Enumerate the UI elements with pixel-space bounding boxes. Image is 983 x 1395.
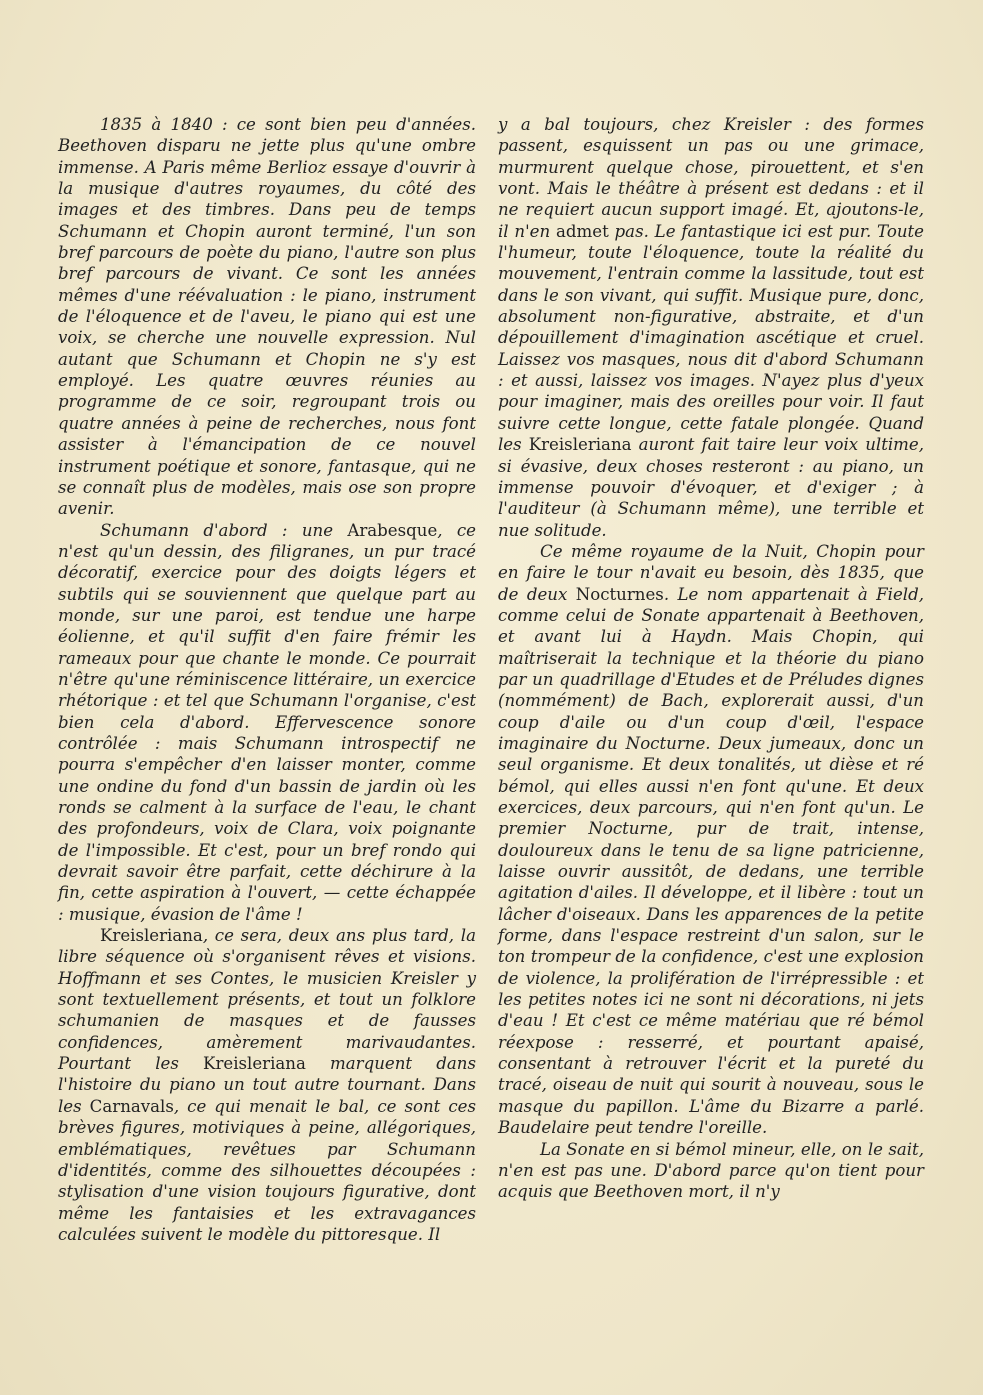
work-title-kreisleriana: Kreisleriana: [100, 926, 203, 946]
paragraph-nocturnes: [498, 541, 924, 1139]
emphasis-admet: admet: [556, 221, 609, 241]
paragraph-text: 1835 à 1840 : ce sont bien peu d'années. Beethoven disparu ne jette plus qu'une ombre immense. A Paris même Berlioz essaye d'ouvrir à la musique d'autres royaumes, du côté des images et des timbres. Dans peu de temps Schumann et Chopin auront terminé, l'un son bref parcours de poète du piano, l'autre son plus bref parcours de vivant. Ce sont les années mêmes d'une réévaluation : le piano, instrument de l'éloquence et de l'aveu, le piano qui est une voix, se cherche une nouvelle expression. Nul autant que Schumann et Chopin ne s'y est employé. Les quatre œuvres réunies au programme de ce soir, regroupant trois ou quatre années à peine de recherches, nous font assister à l'émancipation de ce nouvel instrument poétique et sonore, fantasque, qui ne se connaît plus de modèles, mais ose son propre avenir.: [58, 115, 476, 519]
paragraph-text: , ce n'est qu'un dessin, des filigranes, un pur tracé décoratif, exercice pour des doigts légers et subtils qui se souviennent que quelque part au monde, sur une paroi, est tendue une harpe éolienne, et qu'il suffit d'en faire frémir les rameaux pour que chante le monde. Ce pourrait n'être qu'une réminiscence littéraire, un exercice rhétorique : et tel que Schumann l'organise, c'est bien cela d'abord. Effervescence sonore contrôlée : mais Schumann introspectif ne pourra s'empêcher d'en laisser monter, comme une ondine du fond d'un bassin de jardin où les ronds se calment à la surface de l'eau, le chant des profondeurs, voix de Clara, voix poignante de l'impossible. Et c'est, pour un bref rondo qui devrait savoir être parfait, cette déchirure à la fin, cette aspiration à l'ouvert, — cette échappée : musique, évasion de l'âme !: [58, 520, 476, 924]
left-text-column: [58, 114, 476, 1245]
paragraph-sonate: [498, 1139, 924, 1203]
work-title-kreisleriana: Kreisleriana: [528, 435, 632, 455]
paragraph-text: auront fait taire leur voix ultime, si évasive, deux choses resteront : au piano, un immense pouvoir d'évoquer, et d'exiger ; à l'auditeur (à Schumann même), une terrible et nue solitude.: [498, 435, 924, 540]
paragraph-text: Ce même royaume de la Nuit, Chopin pour en faire le tour n'avait eu besoin, dès 1835, que de deux: [498, 541, 924, 604]
right-text-column: [498, 114, 924, 1203]
paragraph-text: marquent dans l'histoire du piano un tout autre tournant. Dans les: [58, 1054, 476, 1116]
paragraph-text: La Sonate en si bémol mineur, elle, on le sait, n'en est pas une. D'abord parce qu'on tient pour acquis que Beethoven mort, il n'y: [498, 1139, 924, 1202]
paragraph-kreisleriana: [58, 925, 476, 1245]
paragraph-text: , ce sera, deux ans plus tard, la libre séquence où s'organisent rêves et visions. Hoffmann et ses Contes, le musicien Kreisler y sont textuellement présents, et tout un folklore schumanien de masques et de fausses confidences, amèrement marivaudantes. Pourtant les: [58, 926, 476, 1074]
work-title-arabesque: Arabesque: [347, 520, 438, 540]
paragraph-kreisler-continued: [498, 114, 924, 541]
paragraph-intro: [58, 114, 476, 520]
paragraph-text: . Le nom appartenait à Field, comme celui de Sonate appartenait à Beethoven, et avant lui à Haydn. Mais Chopin, qui maîtriserait la technique et la théorie du piano par un quadrillage d'Etudes et de Préludes dignes (nommément) de Bach, explorerait aussi, d'un coup d'aile ou d'un coup d'œil, l'espace imaginaire du Nocturne. Deux jumeaux, donc un seul organisme. Et deux tonalités, ut dièse et ré bémol, qui elles aussi n'en font qu'une. Et deux exercices, deux parcours, qui n'en font qu'un. Le premier Nocturne, pur de trait, intense, douloureux dans le tenu de sa ligne patricienne, laisse ouvrir aussitôt, de dedans, une terrible agitation d'ailes. Il développe, et il libère : tout un lâcher d'oiseaux. Dans les apparences de la petite forme, dans l'espace restreint d'un salon, sur le ton trompeur de la confidence, c'est une explosion de violence, la prolifération de l'irrépressible : et les petites notes ici ne sont ni décorations, ni jets d'eau ! Et c'est ce même matériau que ré bémol réexpose : resserré, et pourtant apaisé, consentant à retrouver l'écrit et la pureté du tracé, oiseau de nuit qui sourit à nouveau, sous le masque du papillon. L'âme du Bizarre a parlé. Baudelaire peut tendre l'oreille.: [498, 584, 924, 1138]
paragraph-text: Schumann d'abord : une: [100, 520, 348, 540]
paragraph-text: pas. Le fantastique ici est pur. Toute l'humeur, toute l'éloquence, toute la réalité du mouvement, l'entrain comme la lassitude, tout est dans le son vivant, qui suffit. Musique pure, donc, absolument non-figurative, abstraite, et d'un dépouillement d'imagination ascétique et cruel. Laissez vos masques, nous dit d'abord Schumann : et aussi, laissez vos images. N'ayez plus d'yeux pour imaginer, mais des oreilles pour voir. Il faut suivre cette longue, cette fatale plongée. Quand les: [498, 221, 925, 455]
work-title-carnavals: Carnavals: [89, 1096, 174, 1116]
paragraph-text: , ce qui menait le bal, ce sont ces brèves figures, motiviques à peine, allégoriques, emblématiques, revêtues par Schumann d'identités, comme des silhouettes découpées : stylisation d'une vision toujours figurative, dont même les fantaisies et les extravagances calculées suivent le modèle du pittoresque. Il: [58, 1096, 476, 1244]
paragraph-text: y a bal toujours, chez Kreisler : des formes passent, esquissent un pas ou une grimace, murmurent quelque chose, pirouettent, et s'en vont. Mais le théâtre à présent est dedans : et il ne requiert aucun support imagé. Et, ajoutons-le, il n'en: [498, 115, 924, 241]
work-title-nocturnes: Nocturnes: [575, 584, 664, 604]
paragraph-arabesque: [58, 520, 476, 926]
work-title-kreisleriana: Kreisleriana: [203, 1054, 306, 1074]
